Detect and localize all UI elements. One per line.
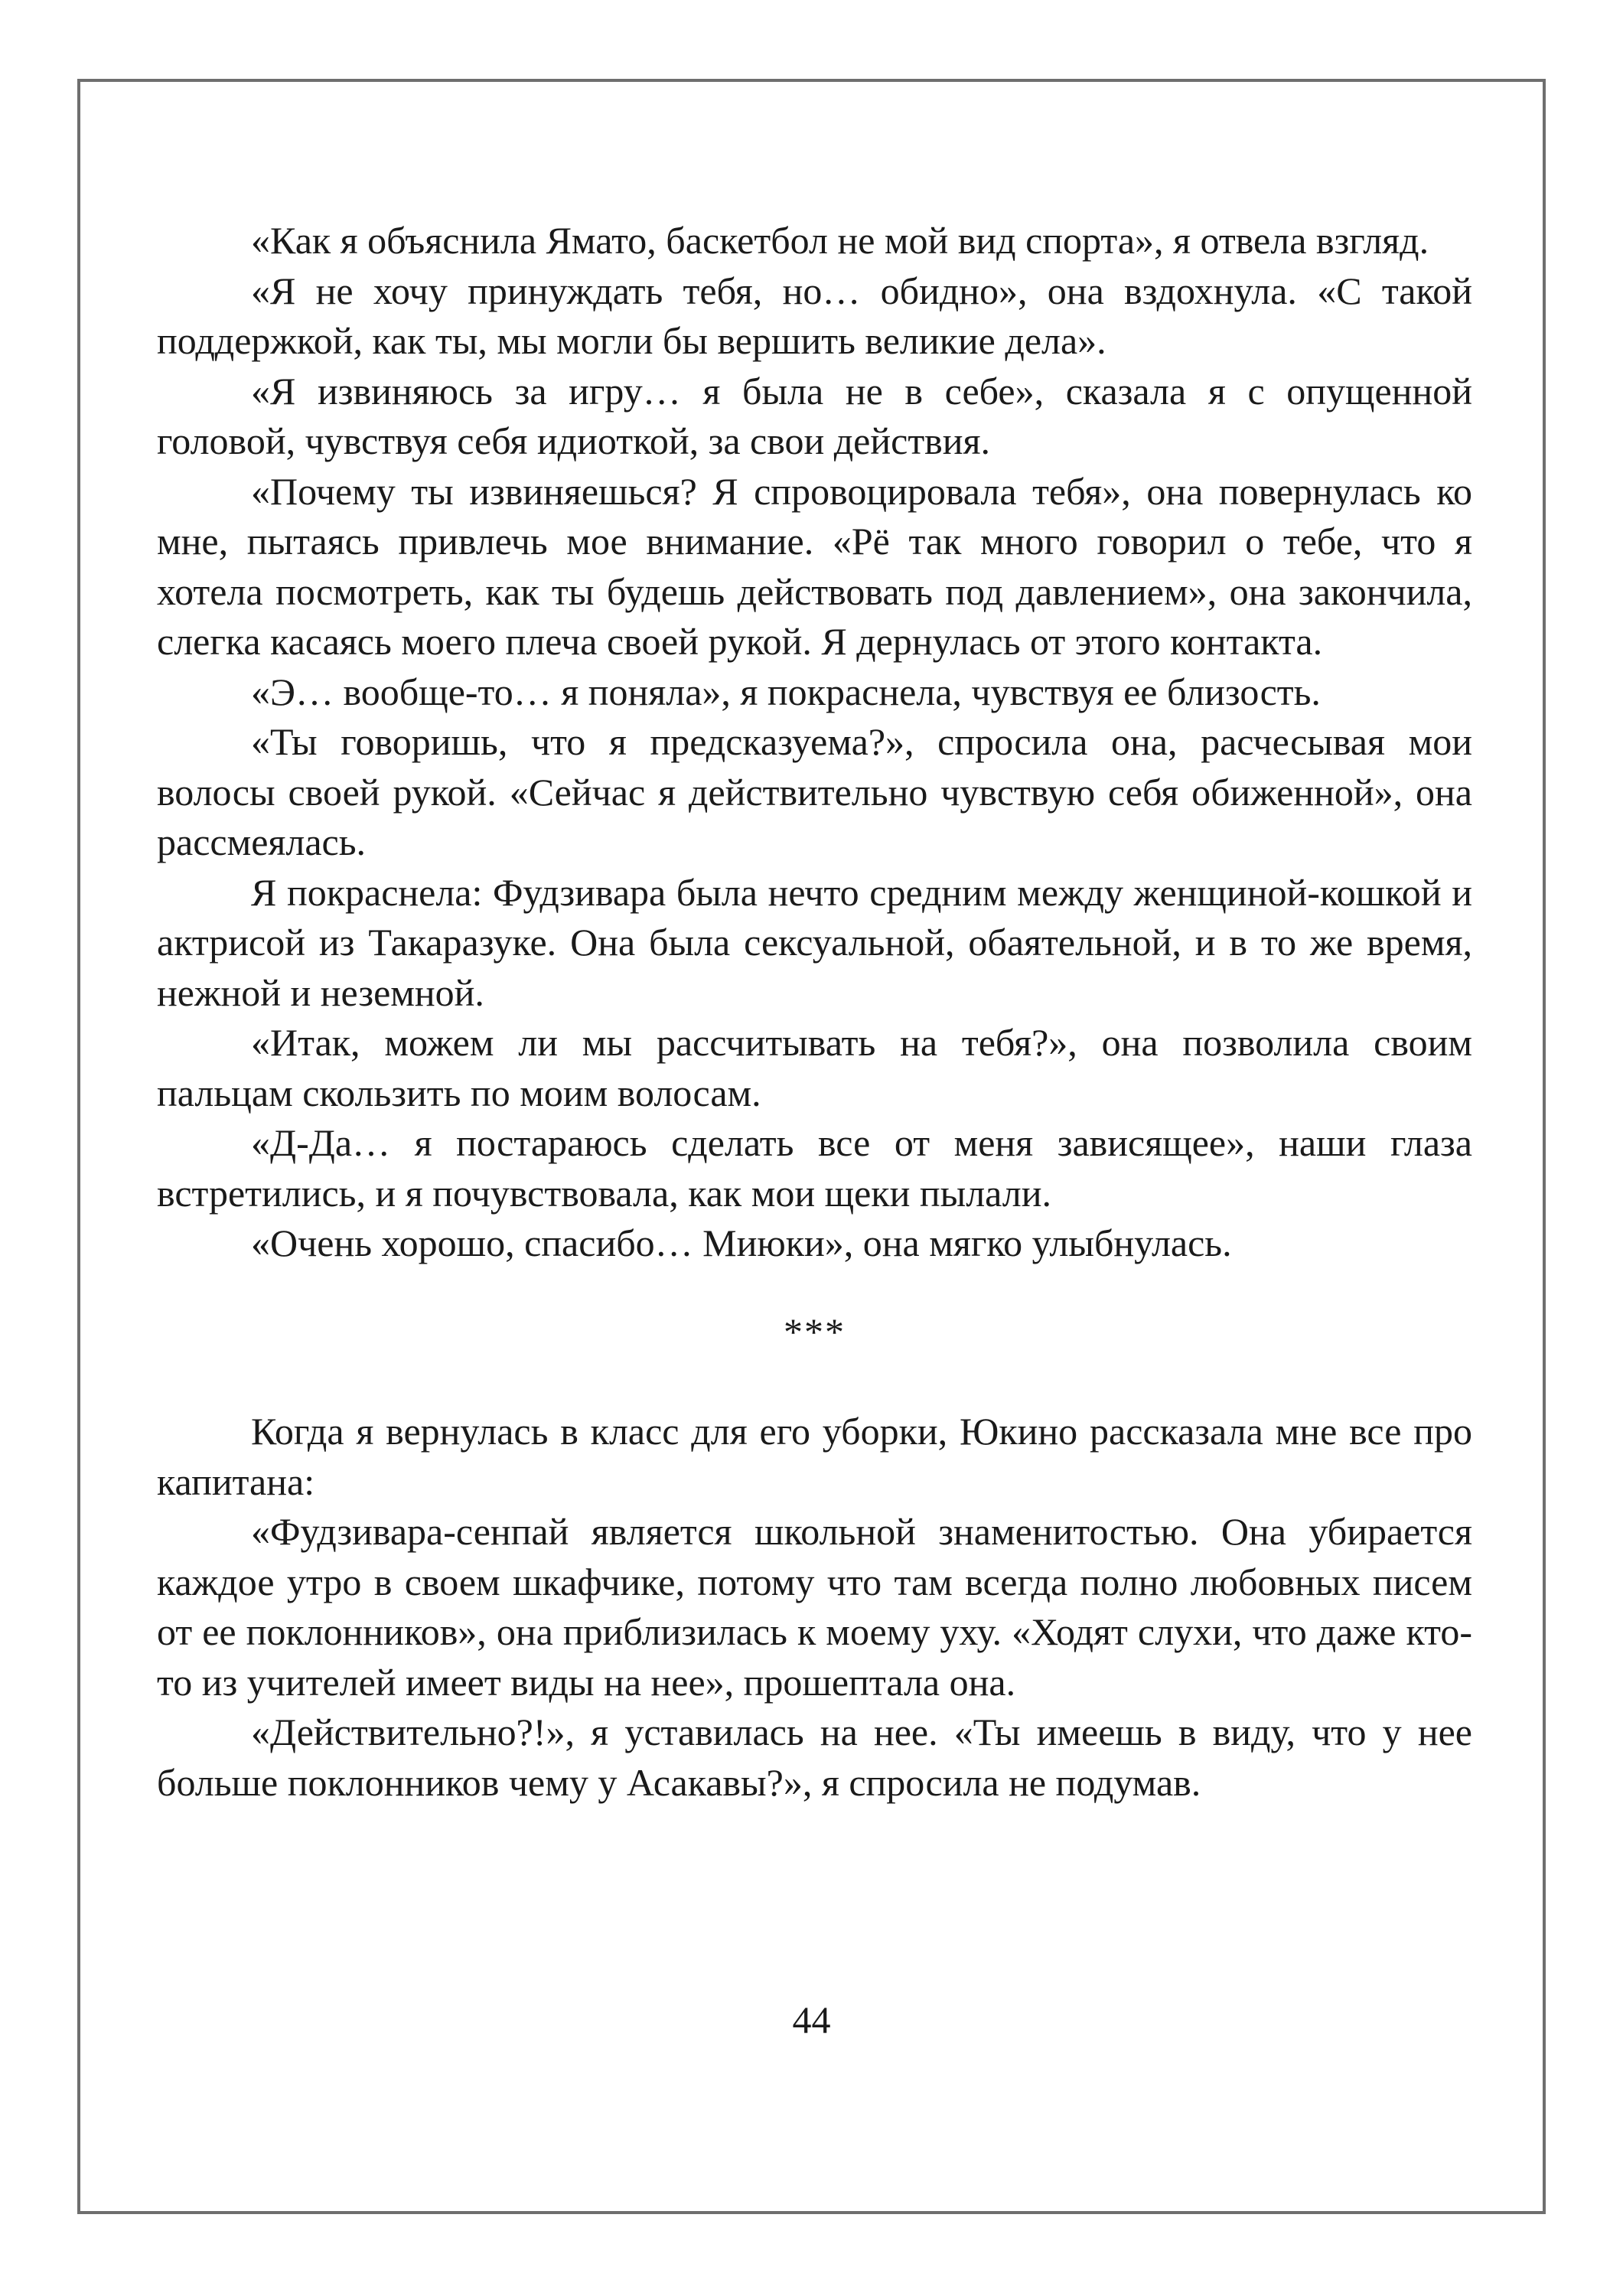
paragraph: «Очень хорошо, спасибо… Миюки», она мягко улыбнулась. [251, 1221, 1232, 1264]
section-separator: *** [784, 1309, 846, 1353]
page-body [157, 216, 1472, 1808]
paragraph: «Фудзивара-сенпай является школьной знаменитостью. Она убирается каждое утро в своем шкафчике, потому что там всегда полно любовных писем от ее поклонников», она приблизилась к моему уху. «Ходят слухи, что даже кто-то из учителей имеет виды на нее», прошептала она. [157, 1510, 1472, 1704]
paragraph: «Действительно?!», я уставилась на нее. «Ты имеешь в виду, что у нее больше поклонников чему у Асакавы?», я спросила не подумав. [157, 1711, 1472, 1804]
paragraph: Когда я вернулась в класс для его уборки, Юкино рассказала мне все про капитана: [157, 1410, 1472, 1503]
paragraph: «Ты говоришь, что я предсказуема?», спросила она, расчесывая мои волосы своей рукой. «Сейчас я действительно чувствую себя обиженной», она рассмеялась. [157, 720, 1472, 863]
paragraph: «Я извиняюсь за игру… я была не в себе», сказала я с опущенной головой, чувствуя себя идиоткой, за свои действия. [157, 369, 1472, 462]
paragraph: «Э… вообще-то… я поняла», я покраснела, чувствуя ее близость. [251, 670, 1321, 713]
paragraph: «Итак, можем ли мы рассчитывать на тебя?», она позволила своим пальцам скользить по моим волосам. [157, 1021, 1472, 1114]
paragraph: Я покраснела: Фудзивара была нечто средним между женщиной-кошкой и актрисой из Такаразуке. Она была сексуальной, обаятельной, и в то же время, нежной и неземной. [157, 870, 1472, 1014]
paragraph: «Д-Да… я постараюсь сделать все от меня зависящее», наши глаза встретились, и я почувствовала, как мои щеки пылали. [157, 1121, 1472, 1215]
paragraph: «Я не хочу принуждать тебя, но… обидно», она вздохнула. «С такой поддержкой, как ты, мы могли бы вершить великие дела». [157, 269, 1472, 362]
paragraph: «Почему ты извиняешься? Я спровоцировала тебя», она повернулась ко мне, пытаясь привлечь мое внимание. «Рё так много говорил о тебе, что я хотела посмотреть, как ты будешь действовать под давлением», она закончила, слегка касаясь моего плеча своей рукой. Я дернулась от этого контакта. [157, 469, 1472, 663]
paragraph: «Как я объяснила Ямато, баскетбол не мой вид спорта», я отвела взгляд. [251, 219, 1429, 262]
page-number: 44 [792, 1998, 831, 2041]
